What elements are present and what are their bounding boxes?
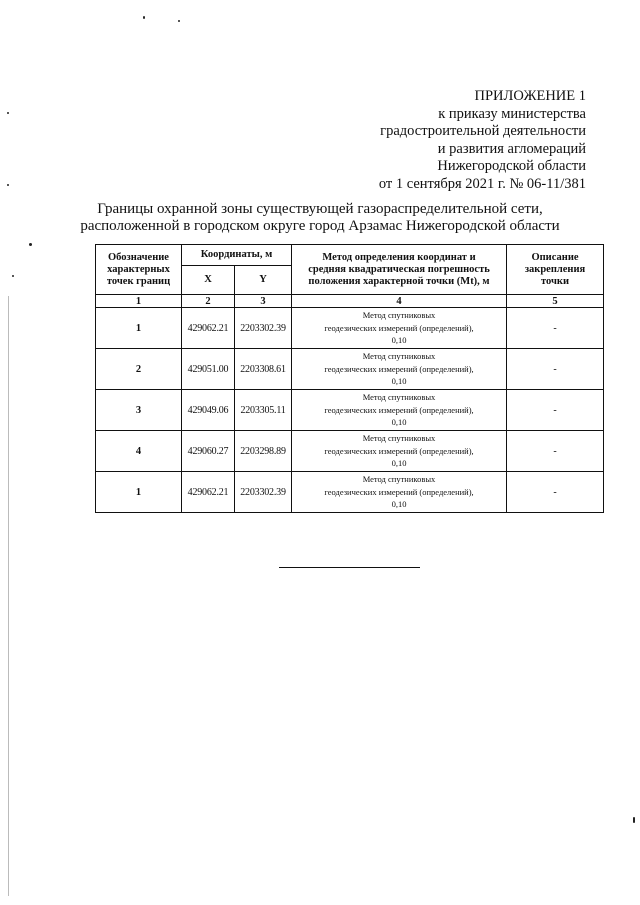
y-coordinate-cell: 2203298.89 <box>235 431 292 472</box>
method-line: геодезических измерений (определений), <box>324 404 474 415</box>
description-cell: - <box>507 390 604 431</box>
order-ref-line-4: Нижегородской области <box>437 158 586 174</box>
point-id-cell: 1 <box>96 308 182 349</box>
method-cell <box>292 431 507 472</box>
scan-speck <box>143 16 145 19</box>
appendix-label: ПРИЛОЖЕНИЕ 1 <box>474 88 586 104</box>
method-line: Метод спутниковых <box>362 310 436 321</box>
description-cell: - <box>507 308 604 349</box>
document-title <box>60 201 580 235</box>
col-header-point-line: характерных <box>107 263 170 275</box>
col-header-method <box>292 245 507 295</box>
title-line-1: Границы охранной зоны существующей газораспределительной сети, <box>97 201 543 217</box>
method-line: Метод спутниковых <box>362 474 436 485</box>
order-ref-line-1: к приказу министерства <box>438 105 586 122</box>
table-row <box>96 472 604 513</box>
method-line: геодезических измерений (определений), <box>324 363 474 374</box>
order-date-number: от 1 сентября 2021 г. № 06-11/381 <box>378 175 586 192</box>
method-accuracy: 0,10 <box>391 458 407 469</box>
col-header-desc-line: закрепления <box>524 263 586 275</box>
point-id-cell: 3 <box>96 390 182 431</box>
point-id-cell: 1 <box>96 472 182 513</box>
y-coordinate-cell: 2203302.39 <box>235 472 292 513</box>
col-header-method-line: средняя квадратическая погрешность <box>308 263 490 275</box>
table-row <box>96 349 604 390</box>
method-line: Метод спутниковых <box>362 351 436 362</box>
col-header-desc-line: Описание <box>531 251 579 263</box>
point-id-cell: 2 <box>96 349 182 390</box>
col-header-coords: Координаты, м <box>182 245 292 266</box>
point-id-cell: 4 <box>96 431 182 472</box>
col-header-point-line: Обозначение <box>108 251 169 263</box>
order-ref-line-3: и развития агломераций <box>437 140 586 157</box>
method-accuracy: 0,10 <box>391 417 407 428</box>
col-header-method-line: положения характерной точки (Mt), м <box>308 275 490 287</box>
y-coordinate-cell: 2203305.11 <box>235 390 292 431</box>
scan-speck <box>178 20 180 22</box>
method-cell <box>292 390 507 431</box>
method-accuracy: 0,10 <box>391 499 407 510</box>
description-cell: - <box>507 349 604 390</box>
col-header-method-line: Метод определения координат и <box>322 251 476 263</box>
col-header-point <box>96 245 182 295</box>
title-line-2: расположенной в городском округе город Арзамас Нижегородской области <box>80 218 560 234</box>
col-header-desc-line: точки <box>541 275 570 287</box>
col-header-point-line: точек границ <box>106 275 171 287</box>
scan-speck <box>12 275 14 277</box>
scan-margin-line <box>8 296 9 896</box>
description-cell: - <box>507 431 604 472</box>
column-number-row <box>96 295 604 308</box>
x-coordinate-cell: 429049.06 <box>182 390 235 431</box>
method-accuracy: 0,10 <box>391 376 407 387</box>
scan-speck <box>7 184 9 186</box>
method-cell <box>292 349 507 390</box>
method-line: геодезических измерений (определений), <box>324 445 474 456</box>
table-row <box>96 431 604 472</box>
order-ref-line-2: градостроительной деятельности <box>380 123 586 139</box>
table-header-row <box>96 245 604 266</box>
method-cell <box>292 472 507 513</box>
scan-speck <box>29 243 32 246</box>
y-coordinate-cell: 2203308.61 <box>235 349 292 390</box>
column-number: 4 <box>292 295 507 308</box>
method-accuracy: 0,10 <box>391 335 407 346</box>
table-row <box>96 308 604 349</box>
x-coordinate-cell: 429060.27 <box>182 431 235 472</box>
method-line: Метод спутниковых <box>362 433 436 444</box>
col-header-x: X <box>182 266 235 295</box>
y-coordinate-cell: 2203302.39 <box>235 308 292 349</box>
method-line: Метод спутниковых <box>362 392 436 403</box>
column-number: 5 <box>507 295 604 308</box>
scan-speck <box>7 112 9 114</box>
table-row <box>96 390 604 431</box>
boundary-points-table <box>95 244 604 513</box>
x-coordinate-cell: 429062.21 <box>182 472 235 513</box>
method-line: геодезических измерений (определений), <box>324 322 474 333</box>
scan-speck <box>633 817 635 823</box>
description-cell: - <box>507 472 604 513</box>
x-coordinate-cell: 429062.21 <box>182 308 235 349</box>
method-cell <box>292 308 507 349</box>
column-number: 2 <box>182 295 235 308</box>
end-separator-line <box>279 567 420 568</box>
appendix-header <box>379 88 586 193</box>
method-line: геодезических измерений (определений), <box>324 486 474 497</box>
x-coordinate-cell: 429051.00 <box>182 349 235 390</box>
column-number: 1 <box>96 295 182 308</box>
column-number: 3 <box>235 295 292 308</box>
col-header-description <box>507 245 604 295</box>
col-header-y: Y <box>235 266 292 295</box>
